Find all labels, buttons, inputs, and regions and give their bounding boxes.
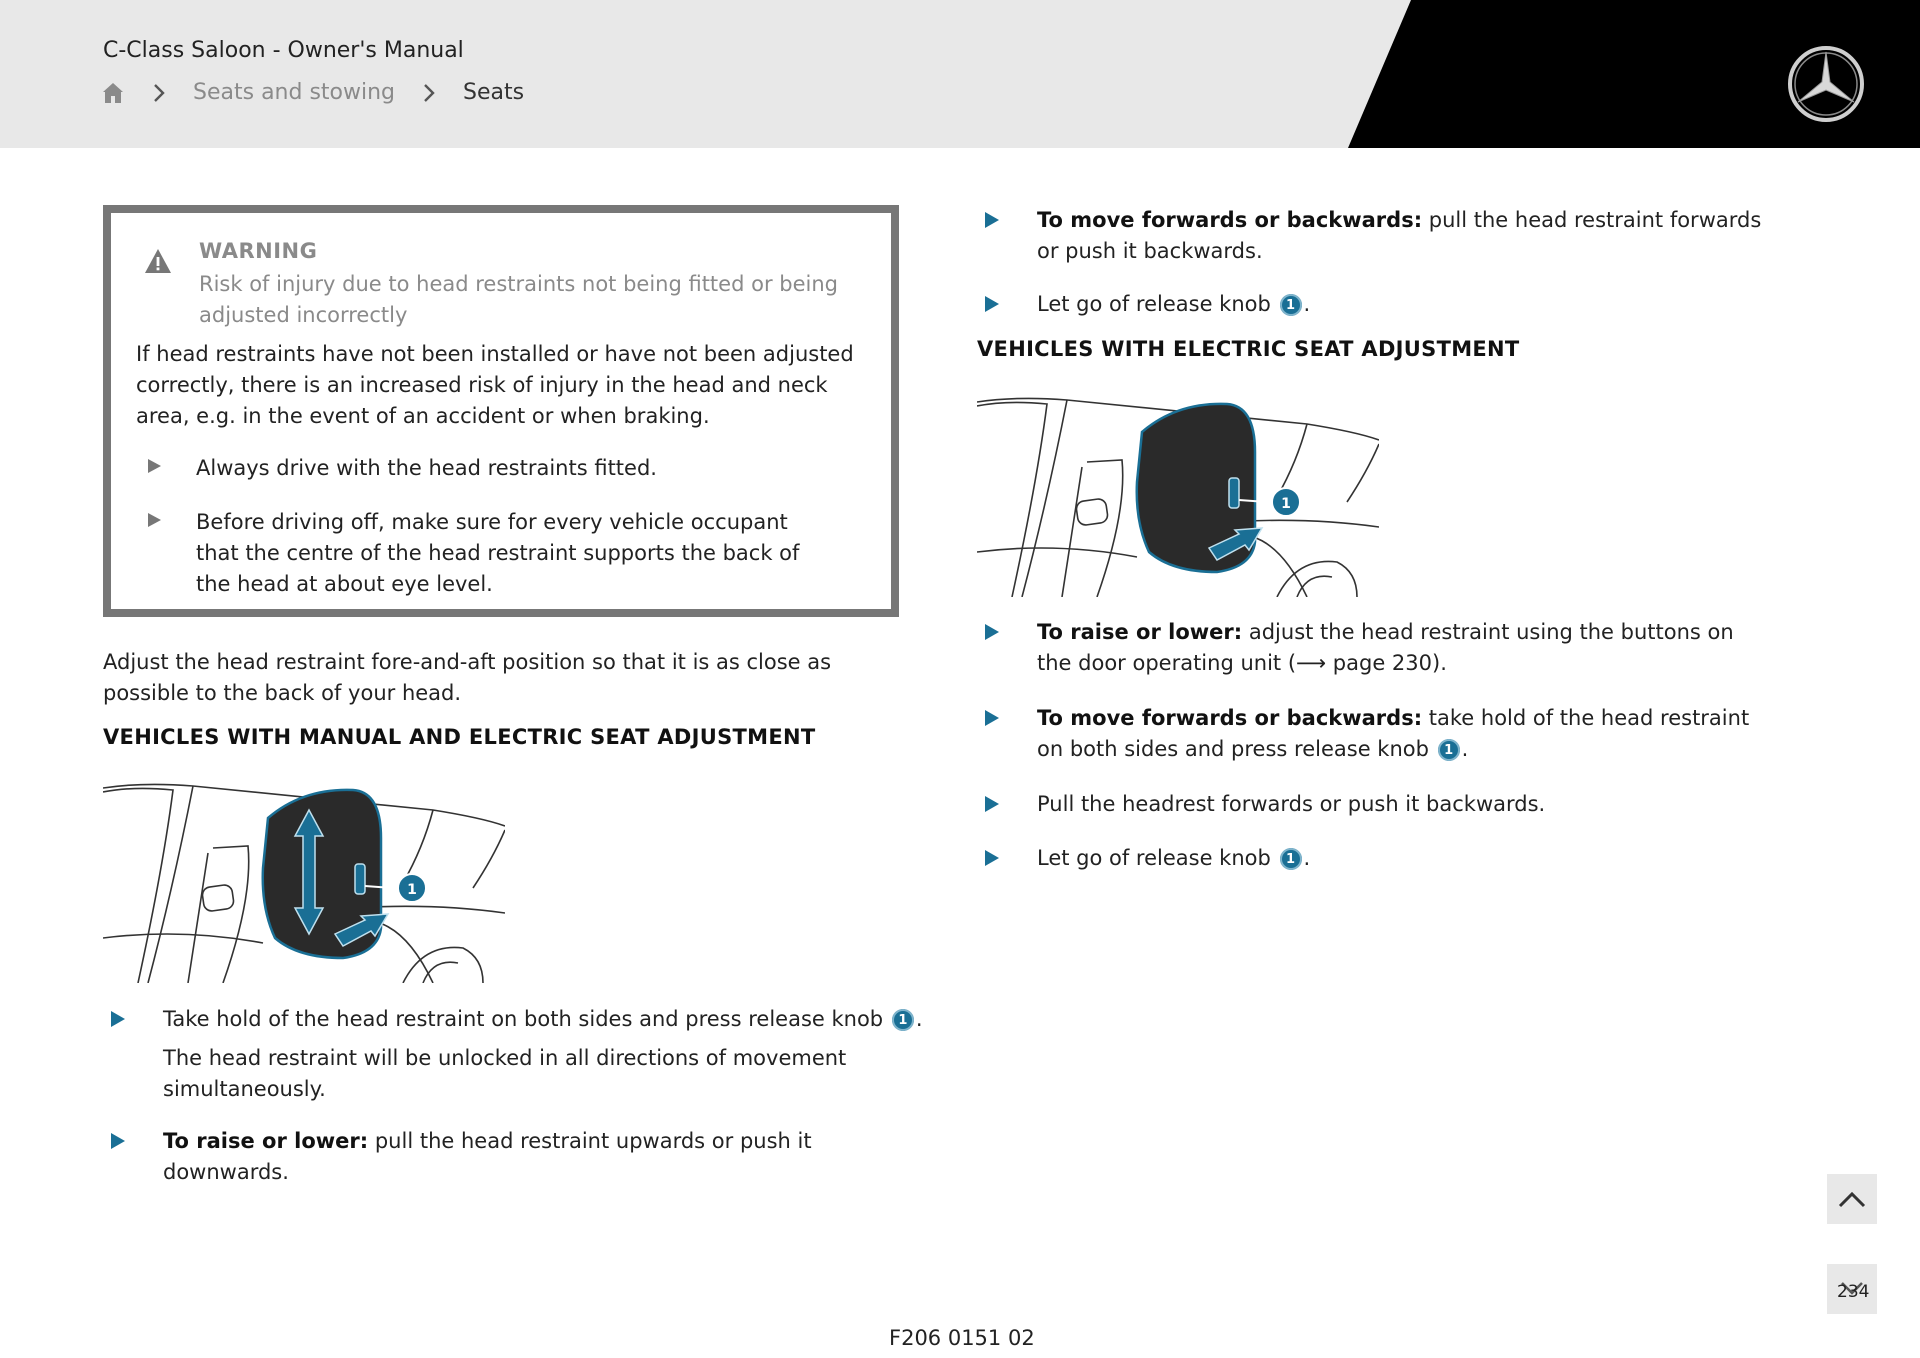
instruction-step: To move forwards or backwards: pull the head restraint forwards or push it backwards.	[977, 205, 1767, 267]
home-icon[interactable]	[101, 81, 125, 105]
breadcrumb-seats-and-stowing[interactable]: Seats and stowing	[193, 80, 396, 105]
callout-knob-label: 1	[1281, 496, 1291, 512]
page-number: 234	[1837, 1282, 1870, 1302]
release-knob-badge: 1	[1280, 848, 1302, 870]
warning-item: Always drive with the head restraints fitted.	[136, 453, 876, 484]
bullet-arrow-icon	[985, 710, 999, 726]
instruction-step: Let go of release knob 1 .	[977, 843, 1767, 874]
scroll-up-button[interactable]	[1827, 1174, 1877, 1224]
warning-body: If head restraints have not been installed or have not been adjusted correctly, there is an increased risk of injury in the head and neck area, e.g. in the event of an accident or when braking.	[136, 342, 854, 428]
instruction-step: To raise or lower: pull the head restraint upwards or push it downwards.	[103, 1126, 923, 1188]
bullet-arrow-icon	[985, 624, 999, 640]
warning-box	[103, 205, 899, 617]
release-knob-badge: 1	[1280, 294, 1302, 316]
chevron-right-icon	[421, 82, 437, 104]
chevron-up-icon	[1837, 1189, 1867, 1209]
instruction-step: Take hold of the head restraint on both sides and press release knob 1 .	[103, 1004, 923, 1035]
callout-knob-label: 1	[407, 882, 417, 898]
bullet-arrow-icon	[111, 1011, 125, 1027]
head-restraint-electric-illustration	[977, 392, 1379, 597]
instruction-step: To move forwards or backwards: take hold of the head restraint on both sides and press release knob 1 .	[977, 703, 1767, 765]
image-reference-code: F206 0151 02	[889, 1326, 1035, 1350]
bullet-arrow-icon	[985, 296, 999, 312]
bullet-arrow-icon	[985, 850, 999, 866]
document-title: C-Class Saloon - Owner's Manual	[103, 38, 464, 63]
intro-paragraph: Adjust the head restraint fore-and-aft position so that it is as close as possible to the back of your head.	[103, 650, 832, 705]
instruction-note: The head restraint will be unlocked in all directions of movement simultaneously.	[163, 1046, 847, 1101]
bullet-arrow-icon	[148, 513, 161, 527]
bullet-arrow-icon	[985, 796, 999, 812]
section-heading-manual-electric: VEHICLES WITH MANUAL AND ELECTRIC SEAT ADJUSTMENT	[103, 725, 816, 749]
instruction-step: To raise or lower: adjust the head restraint using the buttons on the door operating unit (⟶ page 230).	[977, 617, 1767, 679]
warning-title: WARNING	[199, 239, 318, 263]
breadcrumb-seats: Seats	[463, 80, 525, 105]
section-heading-electric: VEHICLES WITH ELECTRIC SEAT ADJUSTMENT	[977, 337, 1520, 361]
bullet-arrow-icon	[985, 212, 999, 228]
warning-subtitle: Risk of injury due to head restraints not being fitted or being adjusted incorrectly	[199, 272, 838, 327]
bullet-arrow-icon	[148, 459, 161, 473]
release-knob-badge: 1	[892, 1009, 914, 1031]
instruction-step: Pull the headrest forwards or push it backwards.	[977, 789, 1767, 820]
head-restraint-manual-illustration	[103, 778, 505, 983]
mercedes-star-logo	[1786, 44, 1866, 124]
breadcrumb	[101, 80, 524, 105]
warning-triangle-icon	[144, 248, 172, 274]
bullet-arrow-icon	[111, 1133, 125, 1149]
instruction-step: Let go of release knob 1 .	[977, 289, 1767, 320]
warning-item: Before driving off, make sure for every vehicle occupant that the centre of the head restraint supports the back of the head at about eye level.	[136, 507, 876, 600]
chevron-right-icon	[151, 82, 167, 104]
page-header	[0, 0, 1920, 148]
release-knob-badge: 1	[1438, 739, 1460, 761]
